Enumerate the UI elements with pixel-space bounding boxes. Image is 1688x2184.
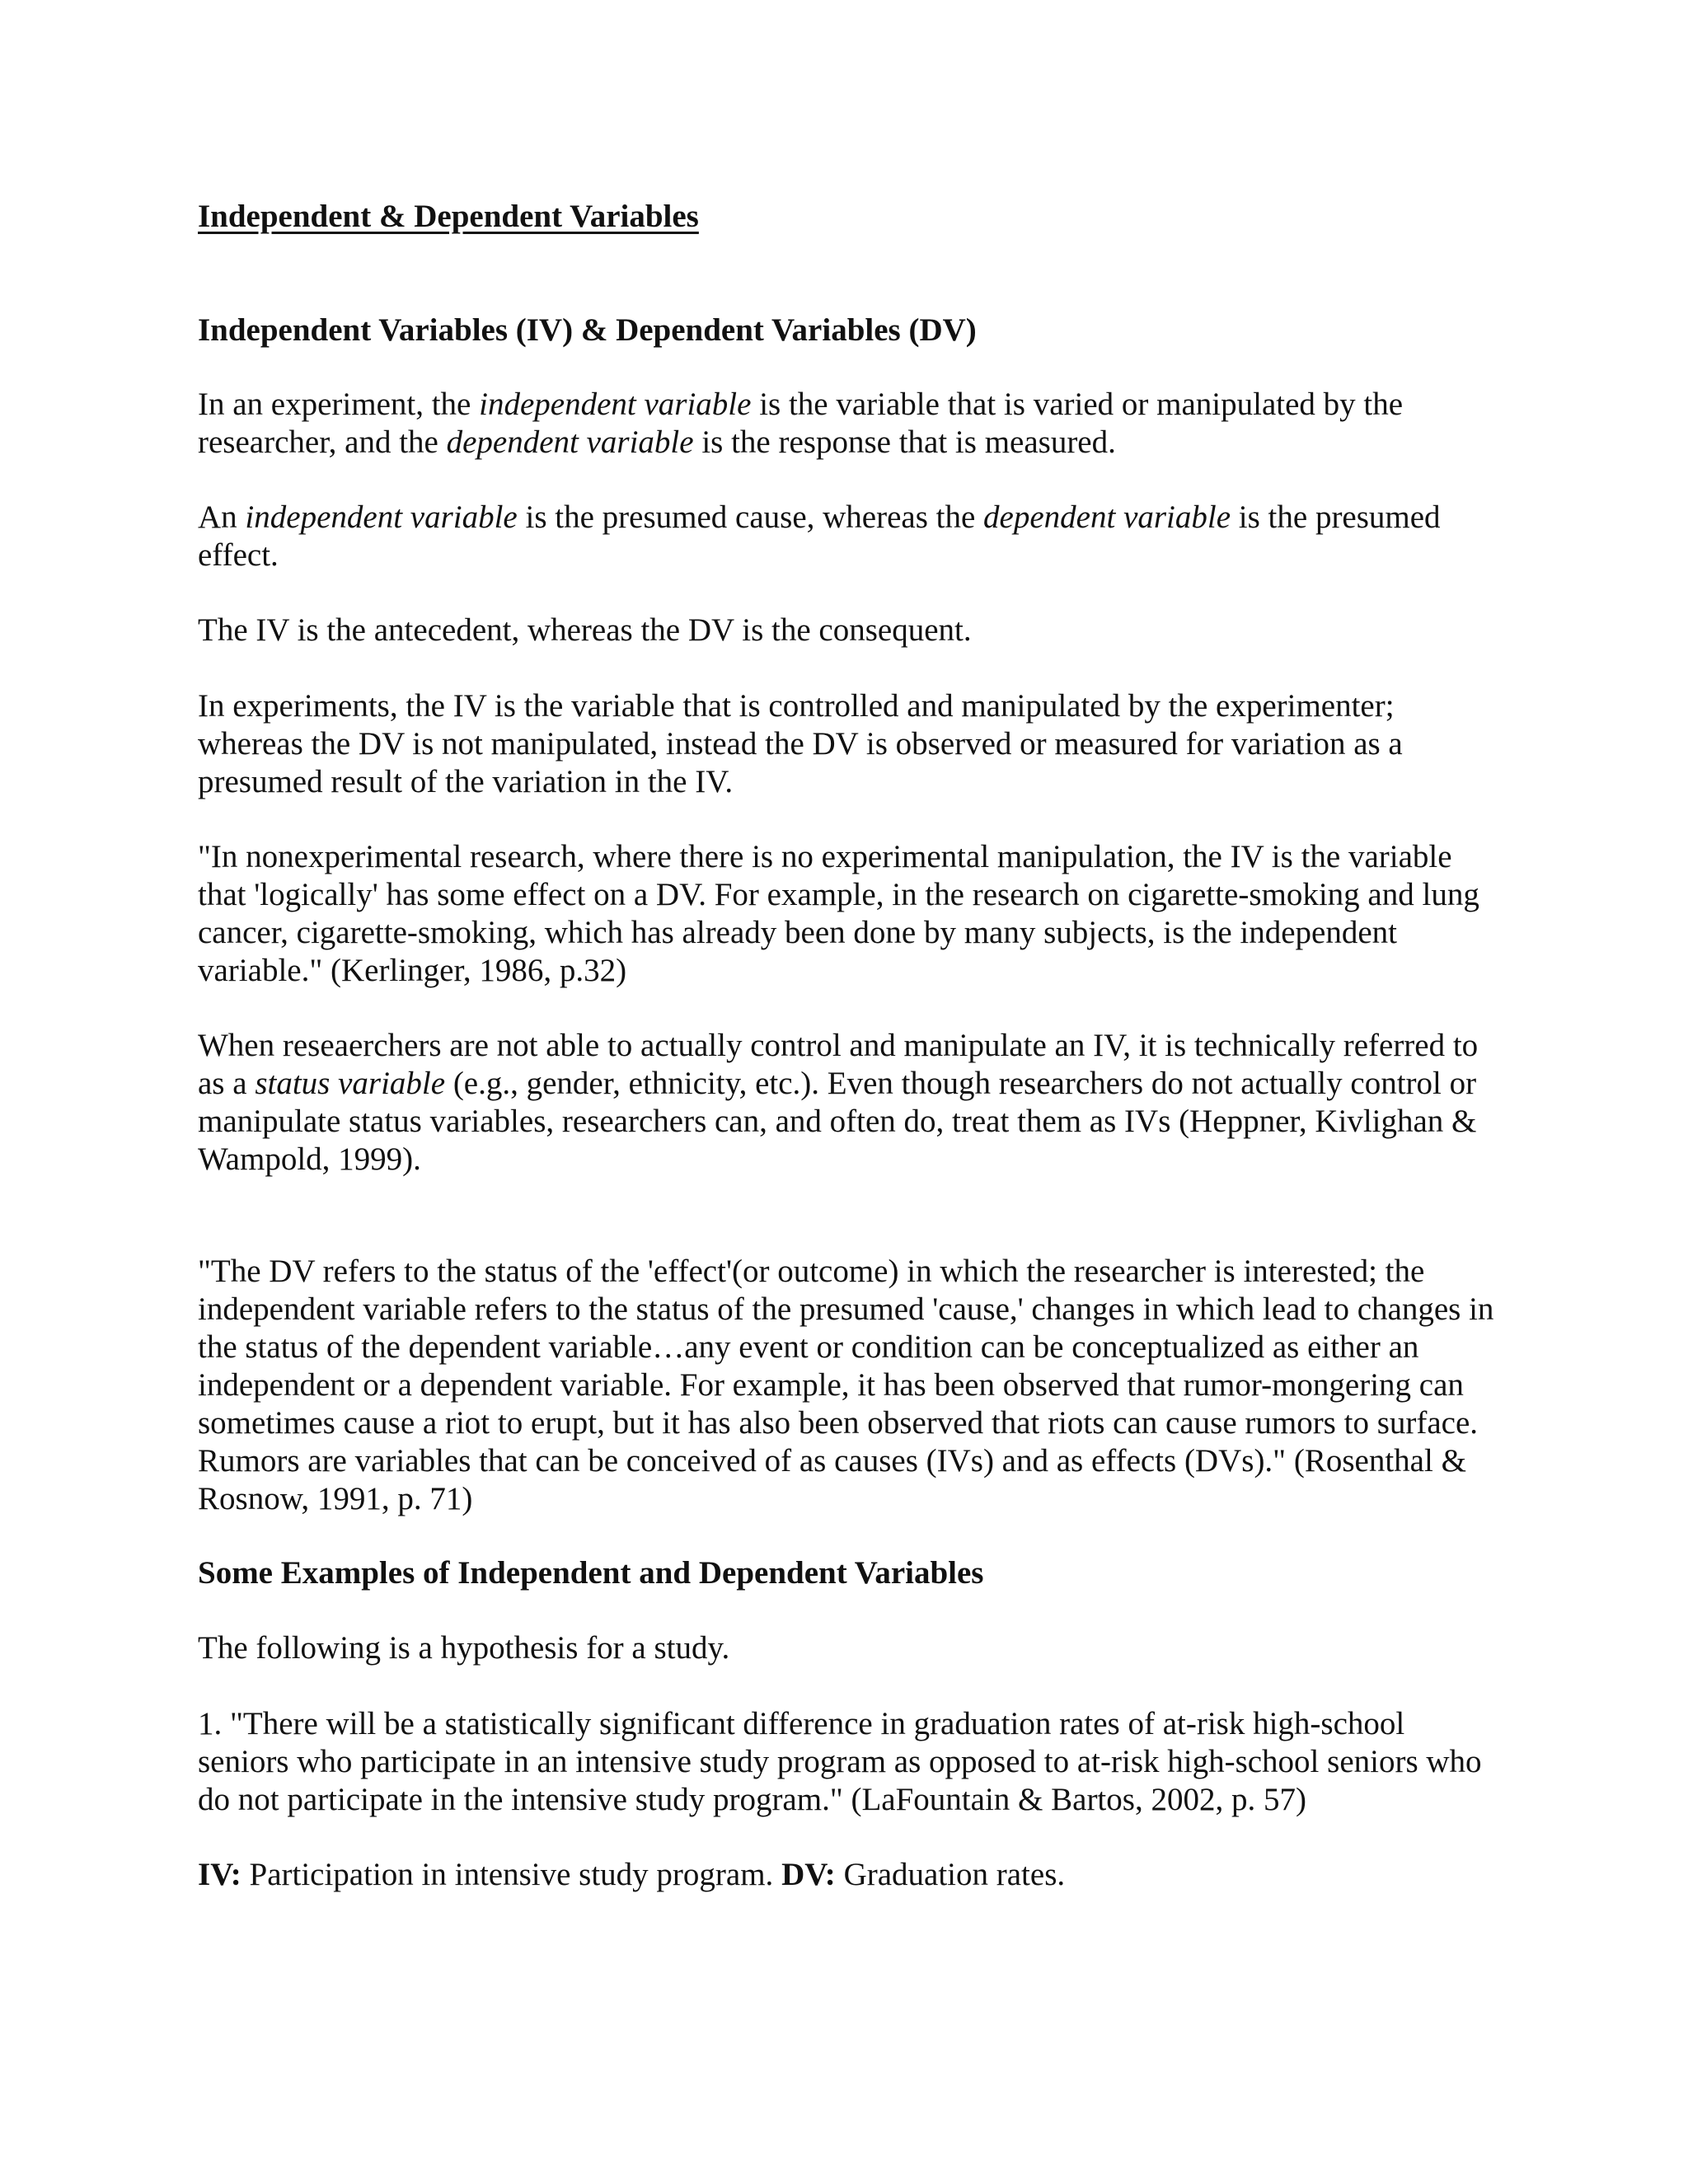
paragraph-hypothesis-intro: The following is a hypothesis for a study. [198, 1630, 730, 1666]
text-run: is the variable that is varied or manipulated by the researcher, and the [198, 387, 1404, 460]
paragraph-controlled-manipulated: In experiments, the IV is the variable that is controlled and manipulated by the experimenter; whereas the DV is not manipulated, instead the DV is observed or measured for variation as a presumed result of the variation in the IV. [198, 688, 1403, 799]
dv-label: DV: [781, 1857, 836, 1892]
italic-term: status variable [255, 1066, 446, 1101]
iv-text: Participation in intensive study program. [241, 1857, 782, 1892]
paragraph-cause-effect [198, 499, 1500, 574]
paragraph-kerlinger-quote: "In nonexperimental research, where there is no experimental manipulation, the IV is the variable that 'logically' has some effect on a DV. For example, in the research on cigarette-smoking and lung cancer, cigarette-smoking, which has already been done by many subjects, is the independent variable." (Kerlinger, 1986, p.32) [198, 839, 1479, 988]
text-run: When reseaerchers are not able to actually control and manipulate an IV, it is technically referred to as a [198, 1028, 1479, 1101]
italic-term: independent variable [479, 387, 752, 422]
text-run: is the presumed effect. [198, 499, 1441, 573]
text-run: (e.g., gender, ethnicity, etc.). Even though researchers do not actually control or manipulate status variables, researchers can, and often do, treat them as IVs (Heppner, Kivlighan & Wampold, 1999). [198, 1066, 1477, 1177]
italic-term: dependent variable [446, 424, 694, 460]
paragraph-rosenthal-quote: "The DV refers to the status of the 'effect'(or outcome) in which the researcher is interested; the independent variable refers to the status of the presumed 'cause,' changes in which lead to changes in the status of the dependent variable…any event or condition can be conceptualized as either an independent or a dependent variable. For example, it has been observed that rumor-mongering can sometimes cause a riot to erupt, but it has also been observed that riots can cause rumors to surface. Rumors are variables that can be conceived of as causes (IVs) and as effects (DVs)." (Rosenthal & Rosnow, 1991, p. 71) [198, 1254, 1494, 1516]
text-run: is the response that is measured. [693, 424, 1116, 460]
iv-label: IV: [198, 1857, 241, 1892]
paragraph-experiment-definition [198, 386, 1500, 462]
paragraph-antecedent: The IV is the antecedent, whereas the DV is the consequent. [198, 612, 972, 648]
italic-term: dependent variable [983, 499, 1231, 535]
paragraph-hypothesis-1: 1. "There will be a statistically significant difference in graduation rates of at-risk high-school seniors who participate in an intensive study program as opposed to at-risk high-school seniors who do not participate in the intensive study program." (LaFountain & Bartos, 2002, p. 57) [198, 1706, 1482, 1817]
paragraph-status-variable [198, 1027, 1500, 1179]
text-run: is the presumed cause, whereas the [517, 499, 984, 535]
document-title: Independent & Dependent Variables [198, 199, 699, 234]
paragraph-iv-dv-answer [198, 1856, 1500, 1894]
dv-text: Graduation rates. [835, 1857, 1066, 1892]
section-heading-examples: Some Examples of Independent and Dependent Variables [198, 1555, 984, 1591]
section-heading-iv-dv: Independent Variables (IV) & Dependent Variables (DV) [198, 312, 977, 348]
italic-term: independent variable [245, 499, 518, 535]
text-run: An [198, 499, 246, 535]
text-run: In an experiment, the [198, 387, 480, 422]
